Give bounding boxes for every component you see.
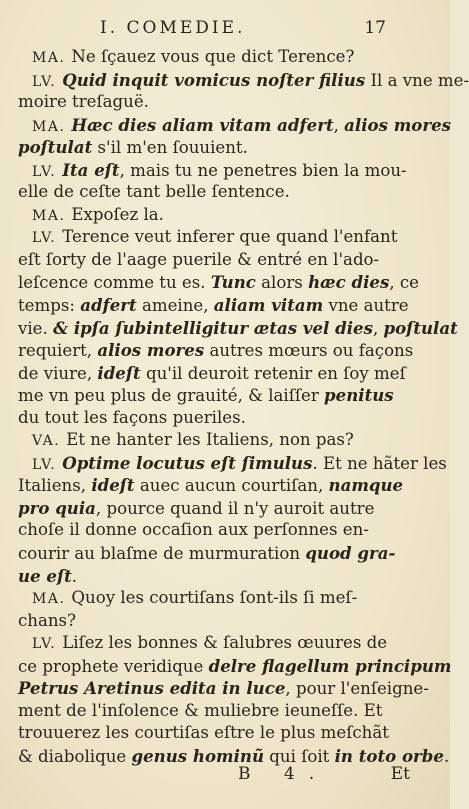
text-run: vne autre [323, 296, 409, 316]
text-line [18, 677, 429, 700]
text-line [18, 610, 404, 633]
latin-phrase: & ipſa ſubintelligitur ætas vel dies [53, 317, 373, 338]
text-run: moire treſaguë. [18, 92, 149, 112]
speaker-label: LV. [32, 163, 57, 180]
speaker-label: MA. [32, 591, 66, 608]
text-run: courir au blaſme de murmuration [18, 544, 306, 564]
text-line [18, 181, 404, 204]
text-run: , mais tu ne penetres bien la mou- [119, 160, 407, 180]
text-line [18, 655, 452, 678]
dialogue-text [18, 46, 469, 768]
text-line [18, 497, 404, 520]
text-run: trouuerez les courtiſas eſtre le plus meſchãt [18, 723, 389, 743]
catchword: Et [390, 764, 410, 784]
latin-phrase: hæc dies [308, 272, 390, 293]
text-line [18, 91, 404, 114]
speaker-label: MA. [32, 50, 66, 66]
text-run: de viure, [18, 363, 98, 383]
text-run: du tout les façons pueriles. [18, 407, 246, 427]
latin-phrase: Petrus Aretinus edita in luce [18, 678, 286, 699]
text-line [18, 204, 404, 227]
text-line [18, 294, 409, 317]
text-line [18, 271, 419, 294]
text-run: choſe il donne occaſion aux perſonnes en- [18, 520, 369, 540]
page-number: 17 [364, 18, 386, 38]
latin-phrase: aliam vitam [213, 295, 324, 316]
text-run: elle de ceſte tant belle ſentence. [18, 182, 290, 202]
text-run: , pource quand il n'y auroit autre [95, 498, 375, 518]
text-run: requiert, [18, 341, 98, 361]
latin-phrase: Ita eſt [62, 159, 120, 180]
latin-phrase: namque [328, 475, 404, 496]
signature-mark: B 4. [238, 764, 329, 784]
text-line [18, 69, 469, 92]
text-line [18, 565, 404, 588]
text-line [18, 317, 458, 340]
page-footer [0, 764, 450, 788]
text-run: me vn peu plus de grauité, & laiſſer [18, 386, 325, 406]
latin-phrase: Hæc dies aliam vitam adfert [71, 114, 334, 135]
speaker-label: LV. [32, 73, 57, 90]
text-run: , [333, 115, 345, 135]
latin-phrase: adfert [80, 295, 137, 316]
text-run: qu'il deuroit retenir en ſoy meſ [140, 363, 406, 383]
text-run: & diabolique [18, 746, 132, 766]
text-run: Italiens, [18, 476, 92, 496]
text-run: s'il m'en ſouuient. [92, 138, 248, 158]
text-line [18, 159, 407, 182]
text-line [18, 700, 404, 723]
text-line [18, 407, 404, 430]
speaker-label: LV. [32, 230, 57, 247]
text-line [18, 519, 404, 542]
latin-phrase: in toto orbe [334, 745, 444, 766]
latin-phrase: alios mores [344, 114, 451, 135]
text-run: autres mœurs ou façons [204, 341, 414, 361]
latin-phrase: ideſt [91, 475, 135, 496]
text-run: . [71, 566, 78, 586]
text-line [18, 429, 404, 452]
latin-phrase: genus hominũ [131, 745, 265, 766]
text-run: Il a vne me- [365, 70, 469, 90]
text-run: . Et ne hãter les [312, 453, 447, 473]
text-run: auec aucun courtiſan, [134, 476, 329, 496]
text-line [18, 587, 404, 610]
text-run: eſt ſorty de l'aage puerile & entré en l'ado- [18, 249, 380, 269]
text-run: Expoſez la. [71, 204, 164, 224]
latin-phrase: penitus [324, 385, 394, 406]
text-line [18, 114, 451, 137]
text-line [18, 384, 404, 407]
latin-phrase: poſtulat [18, 137, 93, 158]
latin-phrase: delre flagellum principum [208, 655, 452, 676]
latin-phrase: poſtulat [383, 317, 458, 338]
latin-phrase: ideſt [97, 362, 141, 383]
speaker-label: LV. [32, 456, 57, 473]
text-run: temps: [18, 296, 81, 316]
text-run: alors [255, 273, 309, 293]
text-run: , [372, 318, 384, 338]
text-run: chans? [18, 610, 76, 630]
text-run: Et ne hanter les Italiens, non pas? [66, 430, 354, 450]
text-line [18, 226, 404, 249]
speaker-label: VA. [32, 433, 61, 450]
text-line [18, 452, 447, 475]
text-line [18, 46, 404, 69]
running-header [0, 18, 450, 44]
text-run: , ce [389, 273, 419, 293]
latin-phrase: pro quia [18, 497, 96, 518]
latin-phrase: Quid inquit vomicus noſter filius [62, 69, 366, 90]
text-line [18, 362, 404, 385]
latin-phrase: quod gra- [305, 543, 396, 564]
text-run: ameine, [136, 296, 214, 316]
text-run: qui ſoit [264, 746, 335, 766]
latin-phrase: Tunc [210, 272, 256, 293]
latin-phrase: ue eſt [18, 565, 72, 586]
text-run: vie. [18, 318, 54, 338]
text-run: Terence veut inferer que quand l'enfant [62, 227, 398, 247]
speaker-label: MA. [32, 207, 66, 224]
text-line [18, 339, 414, 362]
speaker-label: LV. [32, 636, 57, 653]
text-run: . [443, 746, 450, 766]
speaker-label: MA. [32, 118, 66, 135]
text-run: leſcence comme tu es. [18, 273, 211, 293]
latin-phrase: alios mores [97, 340, 205, 361]
text-line [18, 474, 404, 497]
running-title: I. COMEDIE. [100, 18, 246, 38]
text-run: Ne ſçauez vous que dict Terence? [71, 47, 355, 66]
text-line [18, 136, 404, 159]
text-line [18, 632, 404, 655]
text-run: Liſez les bonnes & ſalubres œuures de [62, 633, 388, 653]
text-run: ment de l'inſolence & muliebre ieuneſſe. Et [18, 700, 383, 720]
text-line [18, 249, 404, 272]
text-run: , pour l'enſeigne- [285, 679, 429, 699]
text-line [18, 542, 404, 565]
text-line [18, 722, 404, 745]
text-run: ce prophete veridique [18, 656, 209, 676]
text-run: Quoy les courtiſans ſont-ils ſi meſ- [71, 588, 358, 608]
latin-phrase: Optime locutus eſt ſimulus [62, 452, 313, 473]
